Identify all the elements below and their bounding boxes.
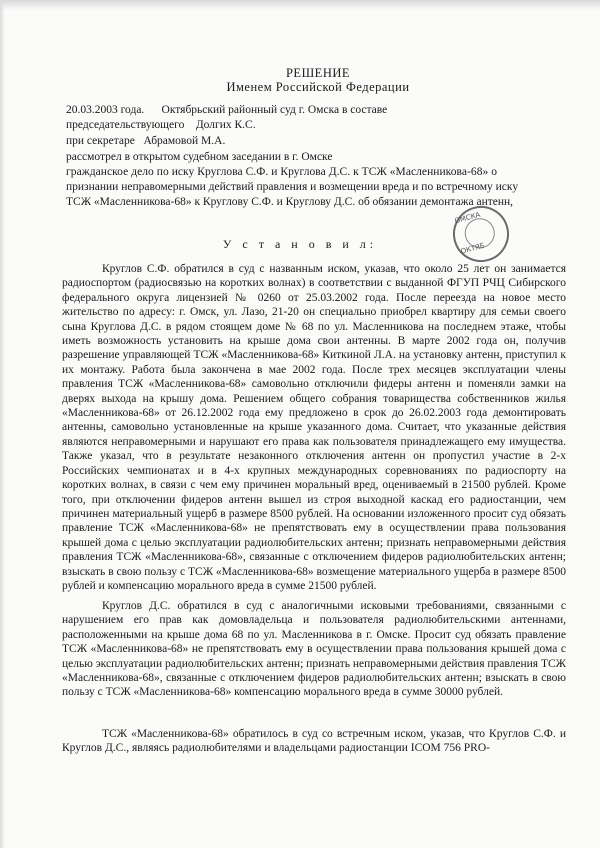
scan-edge-left: [0, 0, 5, 848]
paragraph-counterclaim: ТСЖ «Масленникова-68» обратилось в суд со встречным иском, указав, что Круглов С.Ф. и Круглов Д.С., являясь радиолюбителями и владельцами радиостанции ICOM 756 PRO-: [62, 728, 566, 755]
stamp-bottom-text: ОКТЯБ: [459, 241, 486, 256]
header-judge: председательствующего Долгих К.С.: [66, 119, 256, 131]
document-title: РЕШЕНИЕ: [285, 66, 351, 80]
header-case-line-3: ТСЖ «Масленникова-68» к Круглову С.Ф. и Круглову Д.С. об обязании демонтажа антенн,: [66, 196, 514, 208]
header-case-line-1: гражданское дело по иску Круглова С.Ф. и Круглова Д.С. к ТСЖ «Масленникова-68» о: [66, 166, 498, 178]
header-date-court: 20.03.2003 года. Октябрьский районный суд г. Омска в составе: [66, 104, 388, 116]
document-subtitle: Именем Российской Федерации: [226, 80, 410, 94]
header-session: рассмотрел в открытом судебном заседании в г. Омске: [66, 151, 333, 163]
court-stamp: [447, 200, 516, 269]
section-heading: У с т а н о в и л:: [222, 237, 378, 251]
header-secretary: при секретаре Абрамовой М.А.: [66, 135, 226, 147]
stamp-top-text: ОМСКА: [453, 210, 482, 226]
header-case-line-2: признании неправомерными действий правления и возмещении вреда и по встречному иску: [66, 181, 519, 193]
scan-edge-top: [0, 0, 600, 10]
paragraph-plaintiff-1: Круглов С.Ф. обратился в суд с названным иском, указав, что около 25 лет он занимается радиоспортом (радиосвязью на коротких волнах) в соответствии с выданной ФГУП РЧЦ Сибирского федерального округа лицензией № 0260 от 25.03.2002 года. После переезда на новое место жительство по адресу: г. Омск, ул. Лазо, 21-20 он специально приобрел квартиру для семьи своего сына Круглова Д.С. в рядом стоящем доме № 68 по ул. Масленникова на последнем этаже, чтобы иметь возможность установить на крыше дома свои антенны. В марте 2002 года он, получив разрешение управляющей ТСЖ «Масленникова-68» Киткиной Л.А. на установку антенн, приступил к их монтажу. Работа была закончена в мае 2002 года. После трех месяцев эксплуатации члены правления ТСЖ «Масленникова-68» самовольно отключили фидеры антенн и поменяли замки на дверях выхода на крышу дома. Решением общего собрания товарищества собственников жилья «Масленникова-68» от 26.12.2002 года ему предложено в срок до 26.02.2003 года демонтировать антенны, самовольно установленные на крыше указанного дома. Считает, что указанные действия являются неправомерными и нарушают его права как пользователя принадлежащего ему имущества. Также указал, что в результате незаконного отключения антенн он пропустил участие в 2-х Российских чемпионатах и в 4-х крупных международных соревнованиях по радиоспорту на коротких волнах, в связи с чем ему причинен моральный вред, оцениваемый в 21500 рублей. Кроме того, при отключении фидеров антенн вышел из строя выходной каскад его радиостанции, чем причинен материальный ущерб в размере 8500 рублей. На основании изложенного просит суд обязать правление ТСЖ «Масленникова-68» не препятствовать ему в осуществлении права пользования крышей дома с целью эксплуатации радиолюбительских антенн; признать неправомерными действия правления ТСЖ «Масленникова-68», связанные с отключением фидеров радиолюбительских антенн; взыскать в свою пользу с ТСЖ «Масленникова-68» возмещение материального ущерба в размере 8500 рублей и компенсацию морального вреда в сумме 21500 рублей.: [62, 263, 566, 592]
paragraph-plaintiff-2: Круглов Д.С. обратился в суд с аналогичными исковыми требованиями, связанными с нарушением его прав как домовладельца и пользователя радиолюбительскими антеннами, расположенными на крыше дома 68 по ул. Масленникова в г. Омске. Просит суд обязать правление ТСЖ «Масленникова-68» не препятствовать ему в осуществлении права пользования крышей дома с целью эксплуатации радиолюбительских антенн; признать неправомерными действия правления ТСЖ «Масленникова-68», связанные с отключением фидеров радиолюбительских антенн; взыскать в свою пользу с ТСЖ «Масленникова-68» компенсацию морального вреда в сумме 30000 рублей.: [62, 600, 566, 699]
